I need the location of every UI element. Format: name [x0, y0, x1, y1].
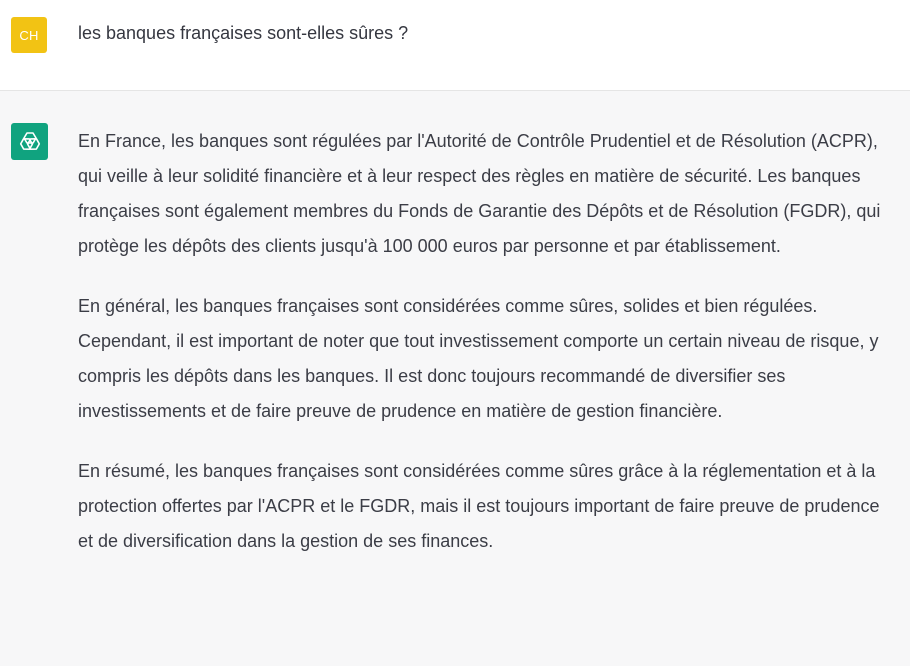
user-message-text: les banques françaises sont-elles sûres ?	[78, 23, 409, 43]
openai-logo-icon	[18, 130, 42, 154]
assistant-message	[0, 91, 910, 666]
user-avatar-initials: CH	[19, 27, 39, 43]
answer-paragraph: En France, les banques sont régulées par l'Autorité de Contrôle Prudentiel et de Résolution (ACPR), qui veille à leur solidité financière et à leur respect des règles en matière de sécurité. Les banques françaises sont également membres du Fonds de Garantie des Dépôts et de Résolution (FGDR), qui protège les dépôts des clients jusqu'à 100 000 euros par personne et par établissement.	[78, 131, 881, 256]
assistant-answer	[78, 124, 898, 559]
answer-paragraph: En résumé, les banques françaises sont considérées comme sûres grâce à la réglementation et à la protection offertes par l'ACPR et le FGDR, mais il est toujours important de faire preuve de prudence et de diversification dans la gestion de ses finances.	[78, 461, 880, 551]
answer-paragraph: En général, les banques françaises sont considérées comme sûres, solides et bien régulées. Cependant, il est important de noter que tout investissement comporte un certain niveau de risque, y compris les dépôts dans les banques. Il est donc toujours recommandé de diversifier ses investissements et de faire preuve de prudence en matière de gestion financière.	[78, 296, 879, 421]
user-avatar	[11, 17, 47, 53]
assistant-avatar	[11, 123, 48, 160]
user-message	[0, 0, 910, 91]
